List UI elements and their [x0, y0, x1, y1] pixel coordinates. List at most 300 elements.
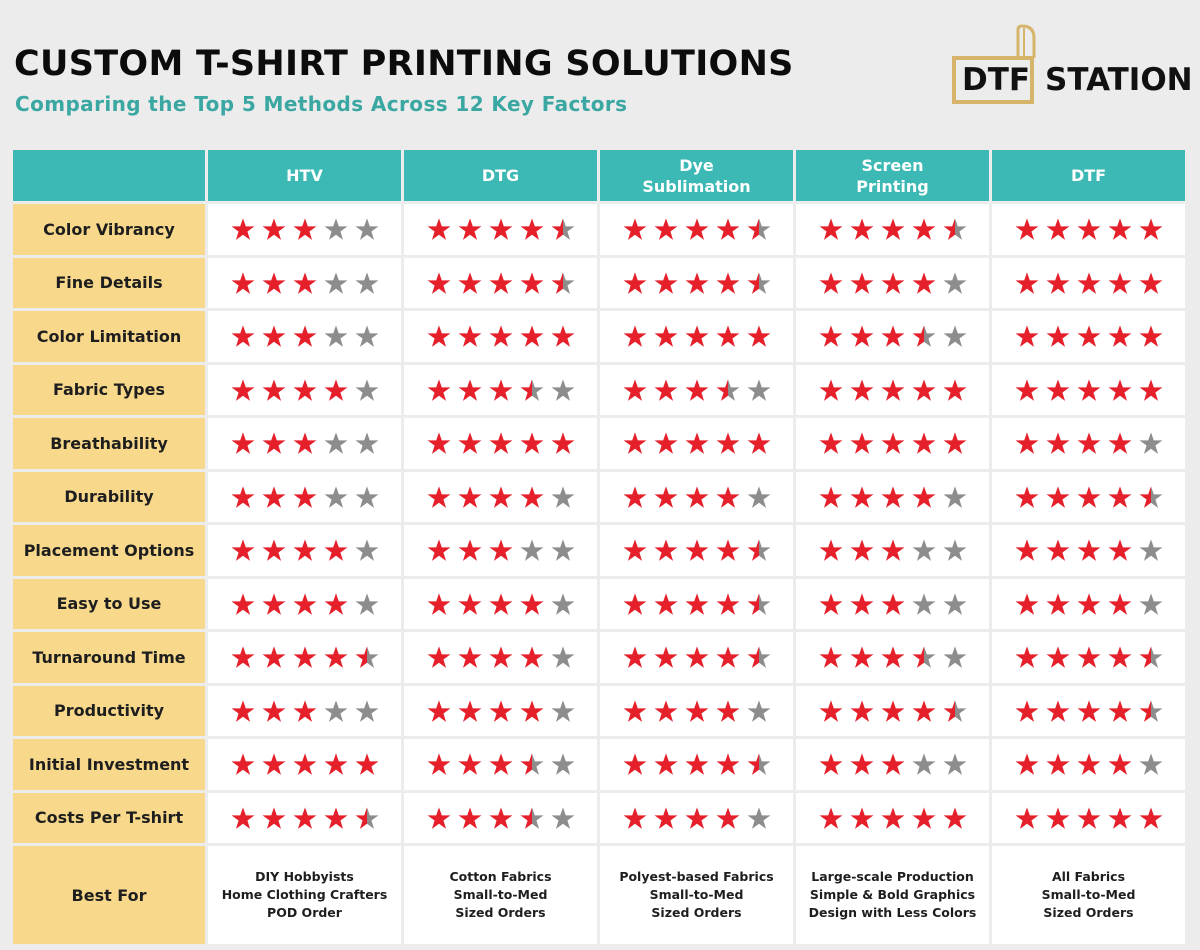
- star-full-icon: [426, 378, 452, 402]
- method-header-dtg: DTG: [404, 150, 597, 201]
- star-full-icon: [261, 324, 287, 348]
- star-rating: [622, 752, 772, 776]
- rating-dtg: [404, 365, 597, 416]
- star-full-icon: [457, 645, 483, 669]
- star-empty-icon: [354, 378, 380, 402]
- star-empty-icon: [1138, 752, 1164, 776]
- star-full-icon: [684, 592, 710, 616]
- star-half-icon: [519, 752, 545, 776]
- star-half-icon: [519, 806, 545, 830]
- factor-label: Fabric Types: [13, 365, 205, 416]
- star-full-icon: [622, 592, 648, 616]
- star-half-icon: [746, 752, 772, 776]
- factor-label: Color Vibrancy: [13, 204, 205, 255]
- star-empty-icon: [323, 217, 349, 241]
- star-full-icon: [292, 217, 318, 241]
- factor-row-durability: [13, 472, 1185, 523]
- star-full-icon: [1107, 217, 1133, 241]
- star-rating: [426, 271, 576, 295]
- star-full-icon: [1014, 752, 1040, 776]
- star-full-icon: [684, 699, 710, 723]
- star-empty-icon: [550, 752, 576, 776]
- star-full-icon: [684, 271, 710, 295]
- star-full-icon: [292, 378, 318, 402]
- star-full-icon: [292, 752, 318, 776]
- rating-dye-sublimation: [600, 579, 793, 630]
- star-full-icon: [653, 485, 679, 509]
- star-full-icon: [519, 485, 545, 509]
- method-header-htv: HTV: [208, 150, 401, 201]
- star-full-icon: [519, 431, 545, 455]
- star-rating: [230, 699, 380, 723]
- star-full-icon: [488, 431, 514, 455]
- star-full-icon: [457, 806, 483, 830]
- best-for-line: All Fabrics: [1051, 869, 1126, 884]
- rating-dye-sublimation: [600, 311, 793, 362]
- star-full-icon: [426, 699, 452, 723]
- star-full-icon: [426, 752, 452, 776]
- star-full-icon: [1138, 271, 1164, 295]
- star-rating: [818, 431, 968, 455]
- factor-row-fabric-types: [13, 365, 1185, 416]
- star-full-icon: [457, 538, 483, 562]
- star-full-icon: [880, 592, 906, 616]
- star-full-icon: [1014, 217, 1040, 241]
- star-rating: [426, 806, 576, 830]
- rating-dye-sublimation: [600, 472, 793, 523]
- star-full-icon: [488, 217, 514, 241]
- star-full-icon: [292, 271, 318, 295]
- star-rating: [230, 431, 380, 455]
- star-full-icon: [818, 378, 844, 402]
- star-full-icon: [622, 378, 648, 402]
- star-full-icon: [1076, 431, 1102, 455]
- star-rating: [1014, 378, 1164, 402]
- star-full-icon: [715, 324, 741, 348]
- star-empty-icon: [354, 271, 380, 295]
- star-empty-icon: [354, 538, 380, 562]
- star-full-icon: [323, 806, 349, 830]
- star-empty-icon: [1138, 431, 1164, 455]
- rating-screen-printing: [796, 632, 989, 683]
- star-full-icon: [292, 485, 318, 509]
- star-rating: [426, 592, 576, 616]
- logo-text-station: STATION: [1045, 62, 1193, 98]
- star-rating: [818, 485, 968, 509]
- star-rating: [230, 592, 380, 616]
- method-header-screen-printing: Screen Printing: [796, 150, 989, 201]
- star-rating: [426, 538, 576, 562]
- star-rating: [1014, 538, 1164, 562]
- star-rating: [622, 538, 772, 562]
- rating-htv: [208, 739, 401, 790]
- star-full-icon: [261, 806, 287, 830]
- star-rating: [818, 699, 968, 723]
- star-full-icon: [488, 752, 514, 776]
- star-full-icon: [622, 806, 648, 830]
- star-empty-icon: [354, 592, 380, 616]
- star-full-icon: [1076, 645, 1102, 669]
- star-full-icon: [880, 378, 906, 402]
- star-rating: [230, 645, 380, 669]
- star-full-icon: [653, 699, 679, 723]
- star-full-icon: [457, 324, 483, 348]
- star-full-icon: [849, 592, 875, 616]
- star-full-icon: [261, 271, 287, 295]
- star-full-icon: [942, 378, 968, 402]
- star-full-icon: [911, 485, 937, 509]
- star-full-icon: [426, 485, 452, 509]
- star-full-icon: [457, 378, 483, 402]
- page-title: CUSTOM T-SHIRT PRINTING SOLUTIONS: [14, 44, 794, 84]
- star-empty-icon: [746, 699, 772, 723]
- star-full-icon: [653, 752, 679, 776]
- star-half-icon: [550, 217, 576, 241]
- star-rating: [230, 752, 380, 776]
- star-half-icon: [519, 378, 545, 402]
- rating-htv: [208, 204, 401, 255]
- star-rating: [1014, 592, 1164, 616]
- method-header-dtf: DTF: [992, 150, 1185, 201]
- star-full-icon: [1107, 645, 1133, 669]
- star-full-icon: [653, 217, 679, 241]
- rating-screen-printing: [796, 472, 989, 523]
- star-empty-icon: [354, 324, 380, 348]
- star-full-icon: [488, 324, 514, 348]
- star-rating: [1014, 324, 1164, 348]
- star-full-icon: [1045, 645, 1071, 669]
- star-full-icon: [230, 324, 256, 348]
- rating-dtg: [404, 311, 597, 362]
- factor-label: Fine Details: [13, 258, 205, 309]
- star-full-icon: [1014, 271, 1040, 295]
- star-full-icon: [849, 217, 875, 241]
- star-full-icon: [880, 324, 906, 348]
- star-empty-icon: [942, 752, 968, 776]
- star-full-icon: [684, 324, 710, 348]
- star-full-icon: [1076, 592, 1102, 616]
- factor-row-placement-options: [13, 525, 1185, 576]
- star-full-icon: [426, 324, 452, 348]
- star-full-icon: [488, 592, 514, 616]
- best-for-line: Sized Orders: [455, 905, 546, 920]
- star-full-icon: [622, 485, 648, 509]
- star-full-icon: [622, 645, 648, 669]
- rating-htv: [208, 525, 401, 576]
- star-full-icon: [1014, 592, 1040, 616]
- star-rating: [818, 806, 968, 830]
- star-full-icon: [715, 699, 741, 723]
- star-full-icon: [1107, 431, 1133, 455]
- star-full-icon: [261, 431, 287, 455]
- star-half-icon: [746, 592, 772, 616]
- star-half-icon: [1138, 699, 1164, 723]
- star-full-icon: [880, 806, 906, 830]
- star-full-icon: [818, 271, 844, 295]
- star-full-icon: [880, 752, 906, 776]
- star-full-icon: [457, 431, 483, 455]
- best-for-line: Sized Orders: [651, 905, 742, 920]
- star-full-icon: [230, 752, 256, 776]
- star-empty-icon: [911, 592, 937, 616]
- star-full-icon: [715, 485, 741, 509]
- star-full-icon: [818, 431, 844, 455]
- star-rating: [1014, 271, 1164, 295]
- star-full-icon: [684, 806, 710, 830]
- star-rating: [230, 217, 380, 241]
- star-half-icon: [911, 645, 937, 669]
- star-full-icon: [684, 645, 710, 669]
- star-full-icon: [911, 217, 937, 241]
- star-full-icon: [880, 217, 906, 241]
- method-header-row: [13, 150, 1185, 201]
- star-full-icon: [818, 538, 844, 562]
- star-full-icon: [1014, 806, 1040, 830]
- star-full-icon: [323, 378, 349, 402]
- star-empty-icon: [354, 485, 380, 509]
- rating-dtg: [404, 686, 597, 737]
- star-full-icon: [488, 699, 514, 723]
- star-rating: [1014, 752, 1164, 776]
- star-full-icon: [488, 538, 514, 562]
- star-full-icon: [230, 217, 256, 241]
- star-empty-icon: [1138, 538, 1164, 562]
- rating-screen-printing: [796, 418, 989, 469]
- star-empty-icon: [323, 485, 349, 509]
- star-full-icon: [684, 538, 710, 562]
- star-rating: [1014, 806, 1164, 830]
- best-for-dtf: [992, 846, 1185, 944]
- star-rating: [230, 378, 380, 402]
- star-full-icon: [1076, 485, 1102, 509]
- star-full-icon: [684, 378, 710, 402]
- star-full-icon: [1045, 431, 1071, 455]
- star-full-icon: [1014, 699, 1040, 723]
- star-full-icon: [519, 645, 545, 669]
- star-full-icon: [457, 699, 483, 723]
- rating-dtf: [992, 365, 1185, 416]
- star-full-icon: [880, 271, 906, 295]
- star-full-icon: [911, 431, 937, 455]
- star-full-icon: [230, 271, 256, 295]
- factor-row-turnaround-time: [13, 632, 1185, 683]
- star-full-icon: [1045, 699, 1071, 723]
- star-full-icon: [849, 699, 875, 723]
- star-full-icon: [519, 324, 545, 348]
- star-empty-icon: [519, 538, 545, 562]
- star-full-icon: [622, 752, 648, 776]
- star-full-icon: [261, 485, 287, 509]
- rating-dtf: [992, 686, 1185, 737]
- page-subtitle: Comparing the Top 5 Methods Across 12 Key Factors: [15, 92, 628, 116]
- rating-htv: [208, 311, 401, 362]
- rating-dye-sublimation: [600, 204, 793, 255]
- star-full-icon: [457, 752, 483, 776]
- star-full-icon: [622, 538, 648, 562]
- star-empty-icon: [323, 699, 349, 723]
- star-rating: [818, 752, 968, 776]
- rating-dtg: [404, 258, 597, 309]
- rating-screen-printing: [796, 579, 989, 630]
- star-full-icon: [818, 485, 844, 509]
- best-for-line: Cotton Fabrics: [449, 869, 552, 884]
- best-for-label: Best For: [13, 846, 205, 944]
- rating-dye-sublimation: [600, 365, 793, 416]
- star-full-icon: [292, 699, 318, 723]
- star-half-icon: [746, 538, 772, 562]
- star-full-icon: [880, 699, 906, 723]
- star-full-icon: [550, 431, 576, 455]
- star-rating: [622, 378, 772, 402]
- factor-row-color-vibrancy: [13, 204, 1185, 255]
- star-empty-icon: [942, 271, 968, 295]
- star-full-icon: [1138, 378, 1164, 402]
- star-full-icon: [818, 645, 844, 669]
- rating-dtg: [404, 525, 597, 576]
- star-full-icon: [818, 324, 844, 348]
- factor-row-color-limitation: [13, 311, 1185, 362]
- star-full-icon: [715, 271, 741, 295]
- star-full-icon: [488, 485, 514, 509]
- star-empty-icon: [746, 806, 772, 830]
- star-rating: [622, 431, 772, 455]
- rating-dtg: [404, 472, 597, 523]
- factor-label: Productivity: [13, 686, 205, 737]
- rating-screen-printing: [796, 739, 989, 790]
- star-full-icon: [684, 752, 710, 776]
- star-full-icon: [426, 271, 452, 295]
- star-full-icon: [426, 592, 452, 616]
- star-rating: [230, 271, 380, 295]
- rating-dtf: [992, 525, 1185, 576]
- star-full-icon: [715, 806, 741, 830]
- best-for-line: Small-to-Med: [1041, 887, 1136, 902]
- star-empty-icon: [746, 378, 772, 402]
- star-half-icon: [1138, 645, 1164, 669]
- star-half-icon: [354, 806, 380, 830]
- star-full-icon: [1076, 271, 1102, 295]
- star-empty-icon: [550, 699, 576, 723]
- best-for-screen-printing: [796, 846, 989, 944]
- rating-dye-sublimation: [600, 418, 793, 469]
- star-full-icon: [622, 324, 648, 348]
- star-full-icon: [1107, 806, 1133, 830]
- rating-htv: [208, 258, 401, 309]
- star-full-icon: [653, 271, 679, 295]
- rating-dtf: [992, 579, 1185, 630]
- star-full-icon: [1014, 538, 1040, 562]
- star-full-icon: [849, 324, 875, 348]
- star-rating: [1014, 485, 1164, 509]
- rating-dtf: [992, 632, 1185, 683]
- star-full-icon: [1045, 271, 1071, 295]
- star-full-icon: [715, 592, 741, 616]
- star-half-icon: [1138, 485, 1164, 509]
- star-empty-icon: [911, 752, 937, 776]
- star-full-icon: [849, 378, 875, 402]
- rating-dtg: [404, 632, 597, 683]
- star-empty-icon: [550, 378, 576, 402]
- rating-dtf: [992, 204, 1185, 255]
- star-full-icon: [622, 217, 648, 241]
- star-full-icon: [488, 271, 514, 295]
- comparison-table: [10, 147, 1188, 947]
- star-empty-icon: [550, 806, 576, 830]
- star-full-icon: [354, 752, 380, 776]
- star-full-icon: [684, 217, 710, 241]
- star-empty-icon: [746, 485, 772, 509]
- star-half-icon: [746, 645, 772, 669]
- star-full-icon: [1138, 806, 1164, 830]
- star-full-icon: [1107, 485, 1133, 509]
- star-full-icon: [715, 645, 741, 669]
- star-full-icon: [457, 485, 483, 509]
- rating-dtg: [404, 579, 597, 630]
- star-full-icon: [1014, 431, 1040, 455]
- star-full-icon: [1076, 378, 1102, 402]
- star-full-icon: [1045, 538, 1071, 562]
- star-full-icon: [849, 431, 875, 455]
- star-empty-icon: [323, 431, 349, 455]
- star-full-icon: [457, 217, 483, 241]
- rating-dtg: [404, 204, 597, 255]
- method-header-dye-sublimation: Dye Sublimation: [600, 150, 793, 201]
- star-full-icon: [230, 485, 256, 509]
- star-full-icon: [818, 217, 844, 241]
- factor-row-easy-to-use: [13, 579, 1185, 630]
- rating-dye-sublimation: [600, 739, 793, 790]
- best-for-line: POD Order: [267, 905, 342, 920]
- factor-label: Easy to Use: [13, 579, 205, 630]
- star-full-icon: [746, 431, 772, 455]
- star-full-icon: [818, 752, 844, 776]
- star-rating: [426, 699, 576, 723]
- star-rating: [818, 324, 968, 348]
- star-full-icon: [849, 485, 875, 509]
- star-empty-icon: [550, 538, 576, 562]
- star-full-icon: [1045, 592, 1071, 616]
- star-empty-icon: [550, 645, 576, 669]
- star-full-icon: [1014, 485, 1040, 509]
- star-full-icon: [653, 645, 679, 669]
- star-full-icon: [1076, 538, 1102, 562]
- star-full-icon: [1045, 217, 1071, 241]
- star-full-icon: [261, 592, 287, 616]
- factor-label: Turnaround Time: [13, 632, 205, 683]
- star-rating: [818, 378, 968, 402]
- rating-dtg: [404, 793, 597, 844]
- star-full-icon: [1045, 378, 1071, 402]
- star-full-icon: [653, 592, 679, 616]
- star-full-icon: [653, 324, 679, 348]
- star-full-icon: [911, 378, 937, 402]
- rating-htv: [208, 365, 401, 416]
- best-for-line: Large-scale Production: [811, 869, 974, 884]
- star-full-icon: [292, 324, 318, 348]
- star-full-icon: [1107, 538, 1133, 562]
- star-rating: [230, 324, 380, 348]
- star-rating: [622, 485, 772, 509]
- star-rating: [818, 217, 968, 241]
- rating-dtf: [992, 258, 1185, 309]
- star-rating: [230, 538, 380, 562]
- star-full-icon: [880, 645, 906, 669]
- star-full-icon: [818, 806, 844, 830]
- rating-dye-sublimation: [600, 793, 793, 844]
- best-for-line: DIY Hobbyists: [255, 869, 354, 884]
- star-full-icon: [323, 645, 349, 669]
- star-full-icon: [880, 538, 906, 562]
